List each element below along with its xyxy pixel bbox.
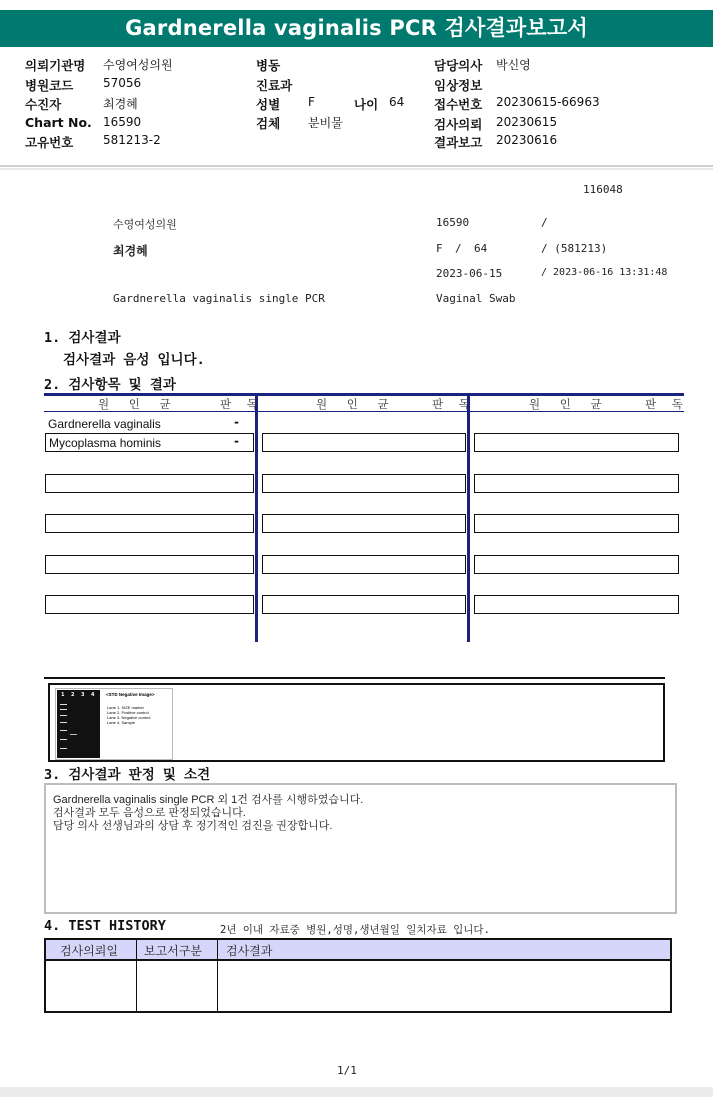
meta-sep: / — [455, 242, 462, 255]
result-cell — [474, 433, 679, 452]
meta-slash: / — [541, 216, 548, 229]
sex-label: 성별 — [256, 97, 281, 112]
result-cell — [45, 555, 254, 574]
meta-specimen: Vaginal Swab — [436, 292, 516, 305]
header-block — [0, 50, 713, 162]
result-cell — [45, 514, 254, 533]
gel-image — [55, 688, 173, 760]
opinion-box — [44, 783, 677, 914]
gel-band — [60, 709, 67, 710]
col-header-2: 원 인 균 — [316, 397, 397, 411]
chart-no-value: 16590 — [103, 115, 142, 129]
receipt-no-value: 20230615-66963 — [496, 95, 600, 109]
unique-no-label: 고유번호 — [25, 135, 74, 150]
section3-title: 3. 검사결과 판정 및 소견 — [44, 767, 211, 783]
history-table — [44, 938, 672, 1013]
result-cell — [262, 514, 466, 533]
gel-band — [60, 730, 67, 731]
report-date-label: 결과보고 — [434, 135, 483, 150]
gel-band — [60, 715, 67, 716]
item-name-2: Mycoplasma hominis — [49, 436, 162, 450]
col-header-3: 원 인 균 — [529, 397, 610, 411]
result-cell — [474, 474, 679, 493]
lane-number: 1 — [61, 692, 65, 698]
unique-no-value: 581213-2 — [103, 133, 161, 147]
age-label: 나이 — [354, 97, 379, 112]
judge-header-3: 판 독 — [645, 397, 689, 411]
lane-number: 4 — [91, 692, 95, 698]
judge-header-1: 판 독 — [220, 397, 264, 411]
clinical-info-label: 임상정보 — [434, 78, 483, 93]
patient-label: 수진자 — [25, 97, 62, 112]
gel-band — [60, 722, 67, 723]
result-cell — [45, 595, 254, 614]
section4-title: 4. TEST HISTORY — [44, 918, 166, 934]
section1-summary: 검사결과 음성 입니다. — [63, 352, 205, 368]
page-number: 1/1 — [337, 1064, 357, 1077]
meta-chart-no: 16590 — [436, 216, 470, 229]
result-cell — [474, 595, 679, 614]
result-cell — [262, 595, 466, 614]
gel-legend-4: Lane 4. Sample — [107, 720, 136, 725]
gel-heading: <STD Negative Image> — [106, 692, 155, 697]
opinion-line-1: Gardnerella vaginalis single PCR 외 1건 검사를 시행하였습니다. — [53, 794, 364, 806]
receipt-no-label: 접수번호 — [434, 97, 483, 112]
judge-header-2: 판 독 — [432, 397, 476, 411]
opinion-line-2: 검사결과 모두 음성으로 판정되었습니다. — [53, 807, 246, 819]
lane-number: 2 — [71, 692, 75, 698]
meta-hospital: 수영여성의원 — [113, 218, 177, 231]
footer-bar — [0, 1087, 713, 1097]
grid-divider-1 — [255, 393, 258, 642]
age-value: 64 — [389, 95, 405, 109]
result-cell — [474, 514, 679, 533]
header-divider-shadow — [0, 168, 713, 170]
meta-test-name: Gardnerella vaginalis single PCR — [113, 292, 325, 305]
grid-divider-2 — [467, 393, 470, 642]
department-label: 진료과 — [256, 78, 293, 93]
item-result-1: - — [234, 415, 239, 429]
history-col-divider — [136, 940, 137, 1011]
history-col-date: 검사의뢰일 — [60, 944, 118, 958]
sex-value: F — [308, 95, 315, 109]
specimen-value: 분비물 — [308, 116, 343, 130]
opinion-line-3: 담당 의사 선생님과의 상담 후 정기적인 검진을 권장합니다. — [53, 820, 333, 832]
item-result-2: - — [234, 434, 239, 448]
hospital-code-value: 57056 — [103, 76, 142, 90]
gel-legend-1: Lane 1. SIZE marker — [107, 705, 144, 710]
report-title: Gardnerella vaginalis PCR 검사결과보고서 — [0, 10, 713, 47]
gel-band — [60, 704, 67, 705]
hospital-label: 의뢰기관명 — [25, 58, 86, 73]
result-cell — [474, 555, 679, 574]
col-header-1: 원 인 균 — [98, 397, 179, 411]
result-cell — [45, 474, 254, 493]
ward-label: 병동 — [256, 58, 281, 73]
doc-code: 116048 — [583, 183, 623, 196]
gel-band — [60, 739, 67, 740]
meta-report-datetime: / 2023-06-16 13:31:48 — [541, 267, 668, 278]
result-cell — [262, 433, 466, 452]
history-col-result: 검사결과 — [226, 944, 273, 958]
report-date-value: 20230616 — [496, 133, 558, 147]
meta-sex: F — [436, 242, 443, 255]
result-grid — [0, 393, 713, 643]
hospital-value: 수영여성의원 — [103, 58, 173, 72]
history-header-row — [46, 940, 670, 961]
gel-photo — [57, 690, 100, 758]
specimen-label: 검체 — [256, 116, 281, 131]
gel-top-rule — [44, 677, 665, 679]
history-col-divider — [217, 940, 218, 1011]
patient-value: 최경혜 — [103, 97, 138, 111]
lane-number: 3 — [81, 692, 85, 698]
doctor-value: 박신영 — [496, 58, 531, 72]
gel-band — [70, 734, 77, 735]
history-col-type: 보고서구분 — [144, 944, 202, 958]
request-date-value: 20230615 — [496, 115, 558, 129]
result-cell — [262, 474, 466, 493]
meta-patient: 최경혜 — [113, 244, 148, 258]
header-divider — [0, 165, 713, 167]
gel-band — [60, 748, 67, 749]
doctor-label: 담당의사 — [434, 58, 483, 73]
result-cell — [262, 555, 466, 574]
gel-legend-3: Lane 3. Negative control — [107, 715, 151, 720]
chart-no-label: Chart No. — [25, 115, 92, 130]
section1-title: 1. 검사결과 — [44, 330, 121, 346]
gel-legend-2: Lane 2. Positive control — [107, 710, 149, 715]
request-date-label: 검사의뢰 — [434, 117, 483, 132]
meta-request-date: 2023-06-15 — [436, 267, 503, 280]
section2-title: 2. 검사항목 및 결과 — [44, 377, 176, 393]
hospital-code-label: 병원코드 — [25, 78, 74, 93]
meta-age: 64 — [474, 242, 488, 255]
meta-id-prefix: / (581213) — [541, 242, 608, 255]
history-note: 2년 이내 자료중 병원,성명,생년월일 일치자료 입니다. — [220, 924, 490, 936]
item-name-1: Gardnerella vaginalis — [48, 417, 161, 431]
